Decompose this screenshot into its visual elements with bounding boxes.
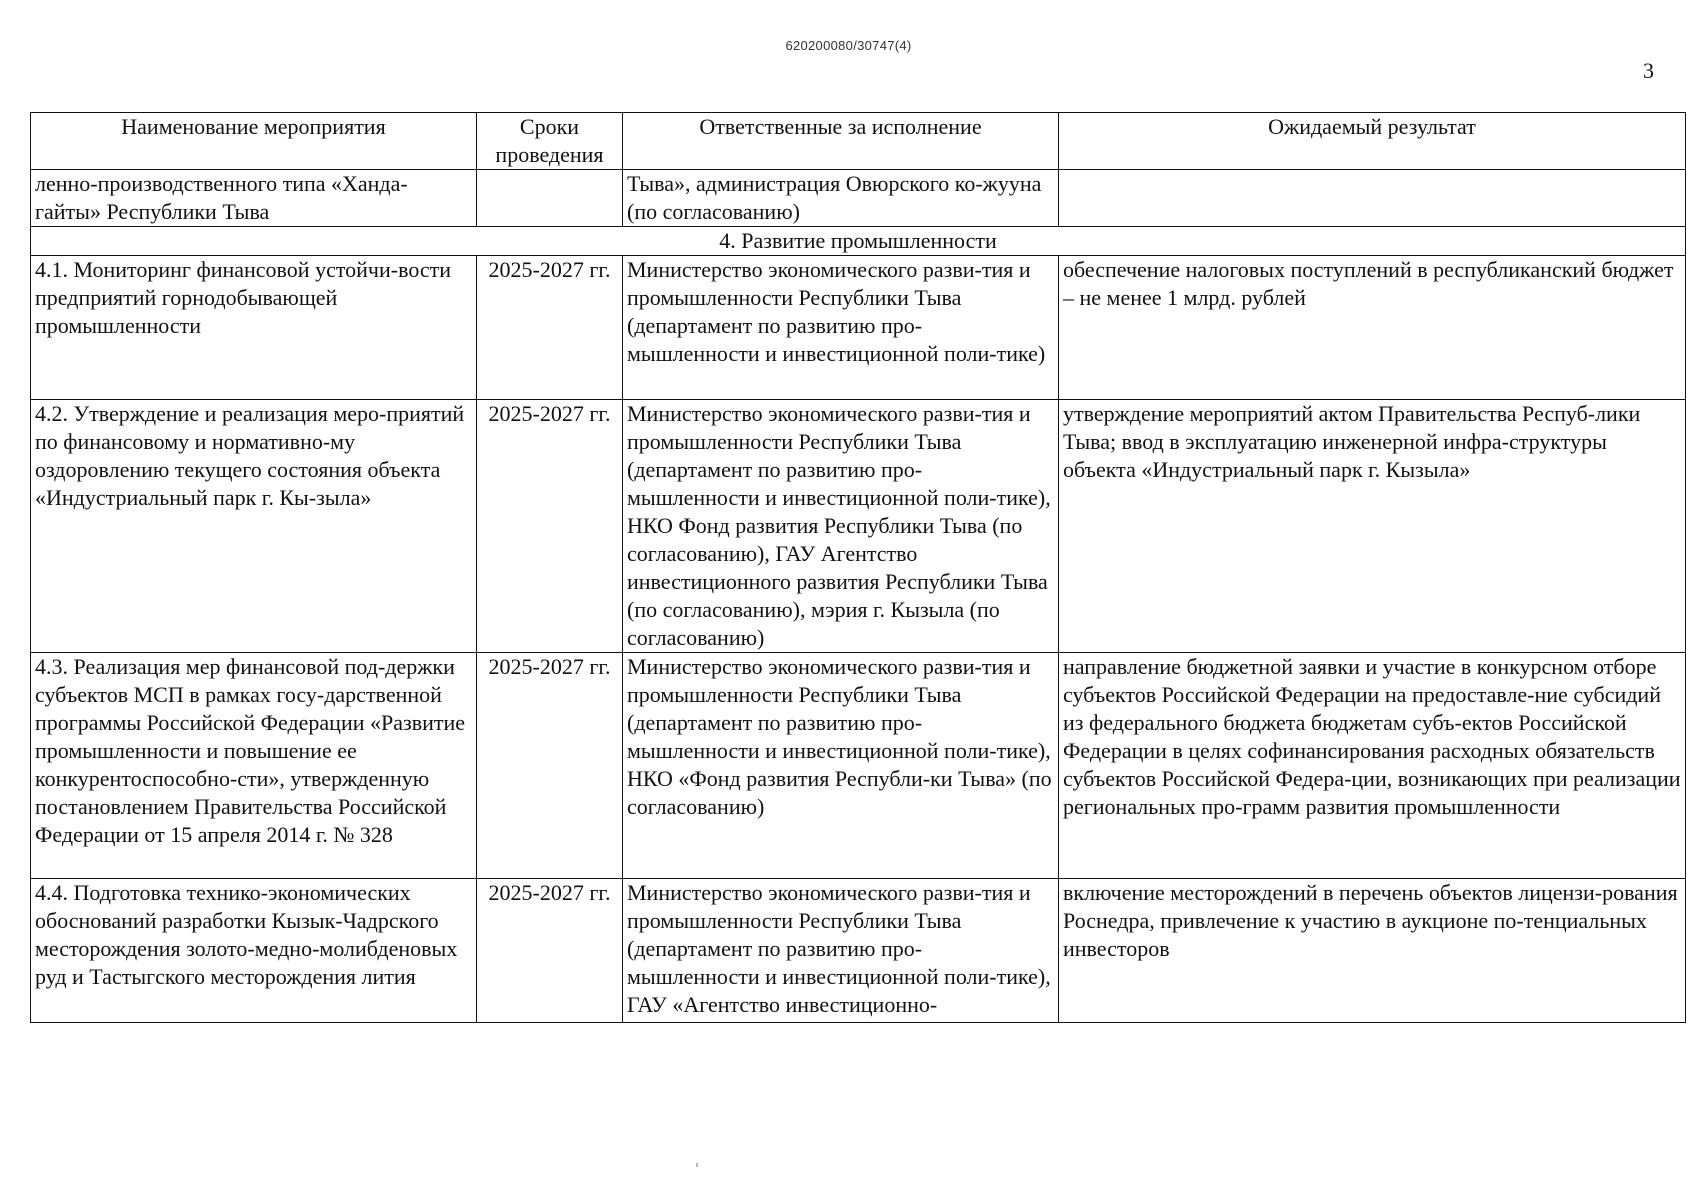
- cell-responsible: Тыва», администрация Овюрского ко-жууна (по согласованию): [623, 170, 1059, 227]
- cell-result: включение месторождений в перечень объектов лицензи-рования Роснедра, привлечение к участию в аукционе по-тенциальных инвесторов: [1059, 879, 1686, 1023]
- page-number: 3: [1643, 58, 1654, 83]
- cell-result: направление бюджетной заявки и участие в конкурсном отборе субъектов Российской Федерации на предоставле-ние субсидий из федерального бюджета бюджетам субъ-ектов Российской Федерации в целях софинансирования расходных обязательств субъектов Российской Федера-ции, возникающих при реализации региональных про-грамм развития промышленности: [1059, 653, 1686, 879]
- section-row: [31, 227, 1686, 256]
- cell-term: 2025-2027 гг.: [477, 400, 623, 653]
- header-name: Наименование мероприятия: [31, 113, 477, 170]
- cell-name: 4.1. Мониторинг финансовой устойчи-вости предприятий горнодобывающей промышленности: [31, 256, 477, 400]
- cell-name: 4.2. Утверждение и реализация меро-приятий по финансовому и нормативно-му оздоровлению текущего состояния объекта «Индустриальный парк г. Кы-зыла»: [31, 400, 477, 653]
- cell-term: 2025-2027 гг.: [477, 653, 623, 879]
- cell-term: 2025-2027 гг.: [477, 256, 623, 400]
- cell-name: 4.3. Реализация мер финансовой под-держки субъектов МСП в рамках госу-дарственной программы Российской Федерации «Развитие промышленности и повышение ее конкурентоспособно-сти», утвержденную постановлением Правительства Российской Федерации от 15 апреля 2014 г. № 328: [31, 653, 477, 879]
- table-row: [31, 879, 1686, 1023]
- cell-responsible: Министерство экономического разви-тия и промышленности Республики Тыва (департамент по развитию про-мышленности и инвестиционной поли-тике), ГАУ «Агентство инвестиционно-: [623, 879, 1059, 1023]
- table-row: [31, 256, 1686, 400]
- cell-result: обеспечение налоговых поступлений в республиканский бюджет – не менее 1 млрд. рублей: [1059, 256, 1686, 400]
- cell-term: 2025-2027 гг.: [477, 879, 623, 1023]
- header-responsible: Ответственные за исполнение: [623, 113, 1059, 170]
- table-row: [31, 653, 1686, 879]
- cell-responsible: Министерство экономического разви-тия и промышленности Республики Тыва (департамент по развитию про-мышленности и инвестиционной поли-тике), НКО «Фонд развития Республи-ки Тыва» (по согласованию): [623, 653, 1059, 879]
- header-result: Ожидаемый результат: [1059, 113, 1686, 170]
- table-header-row: [31, 113, 1686, 170]
- scan-speck: [696, 1163, 698, 1167]
- table-row-continuation: [31, 170, 1686, 227]
- cell-name: 4.4. Подготовка технико-экономических обоснований разработки Кызык-Чадрского месторождения золото-медно-молибденовых руд и Тастыгского месторождения лития: [31, 879, 477, 1023]
- cell-responsible: Министерство экономического разви-тия и промышленности Республики Тыва (департамент по развитию про-мышленности и инвестиционной поли-тике): [623, 256, 1059, 400]
- cell-result: [1059, 170, 1686, 227]
- header-term: Сроки проведения: [477, 113, 623, 170]
- cell-name: ленно-производственного типа «Ханда-гайты» Республики Тыва: [31, 170, 477, 227]
- table-row: [31, 400, 1686, 653]
- cell-responsible: Министерство экономического разви-тия и промышленности Республики Тыва (департамент по развитию про-мышленности и инвестиционной поли-тике), НКО Фонд развития Республики Тыва (по согласованию), ГАУ Агентство инвестиционного развития Республики Тыва (по согласованию), мэрия г. Кызыла (по согласованию): [623, 400, 1059, 653]
- cell-result: утверждение мероприятий актом Правительства Респуб-лики Тыва; ввод в эксплуатацию инженерной инфра-структуры объекта «Индустриальный парк г. Кызыла»: [1059, 400, 1686, 653]
- measures-table: [30, 112, 1686, 1023]
- cell-term: [477, 170, 623, 227]
- section-title: 4. Развитие промышленности: [31, 227, 1686, 256]
- document-code: 620200080/30747(4): [785, 38, 912, 53]
